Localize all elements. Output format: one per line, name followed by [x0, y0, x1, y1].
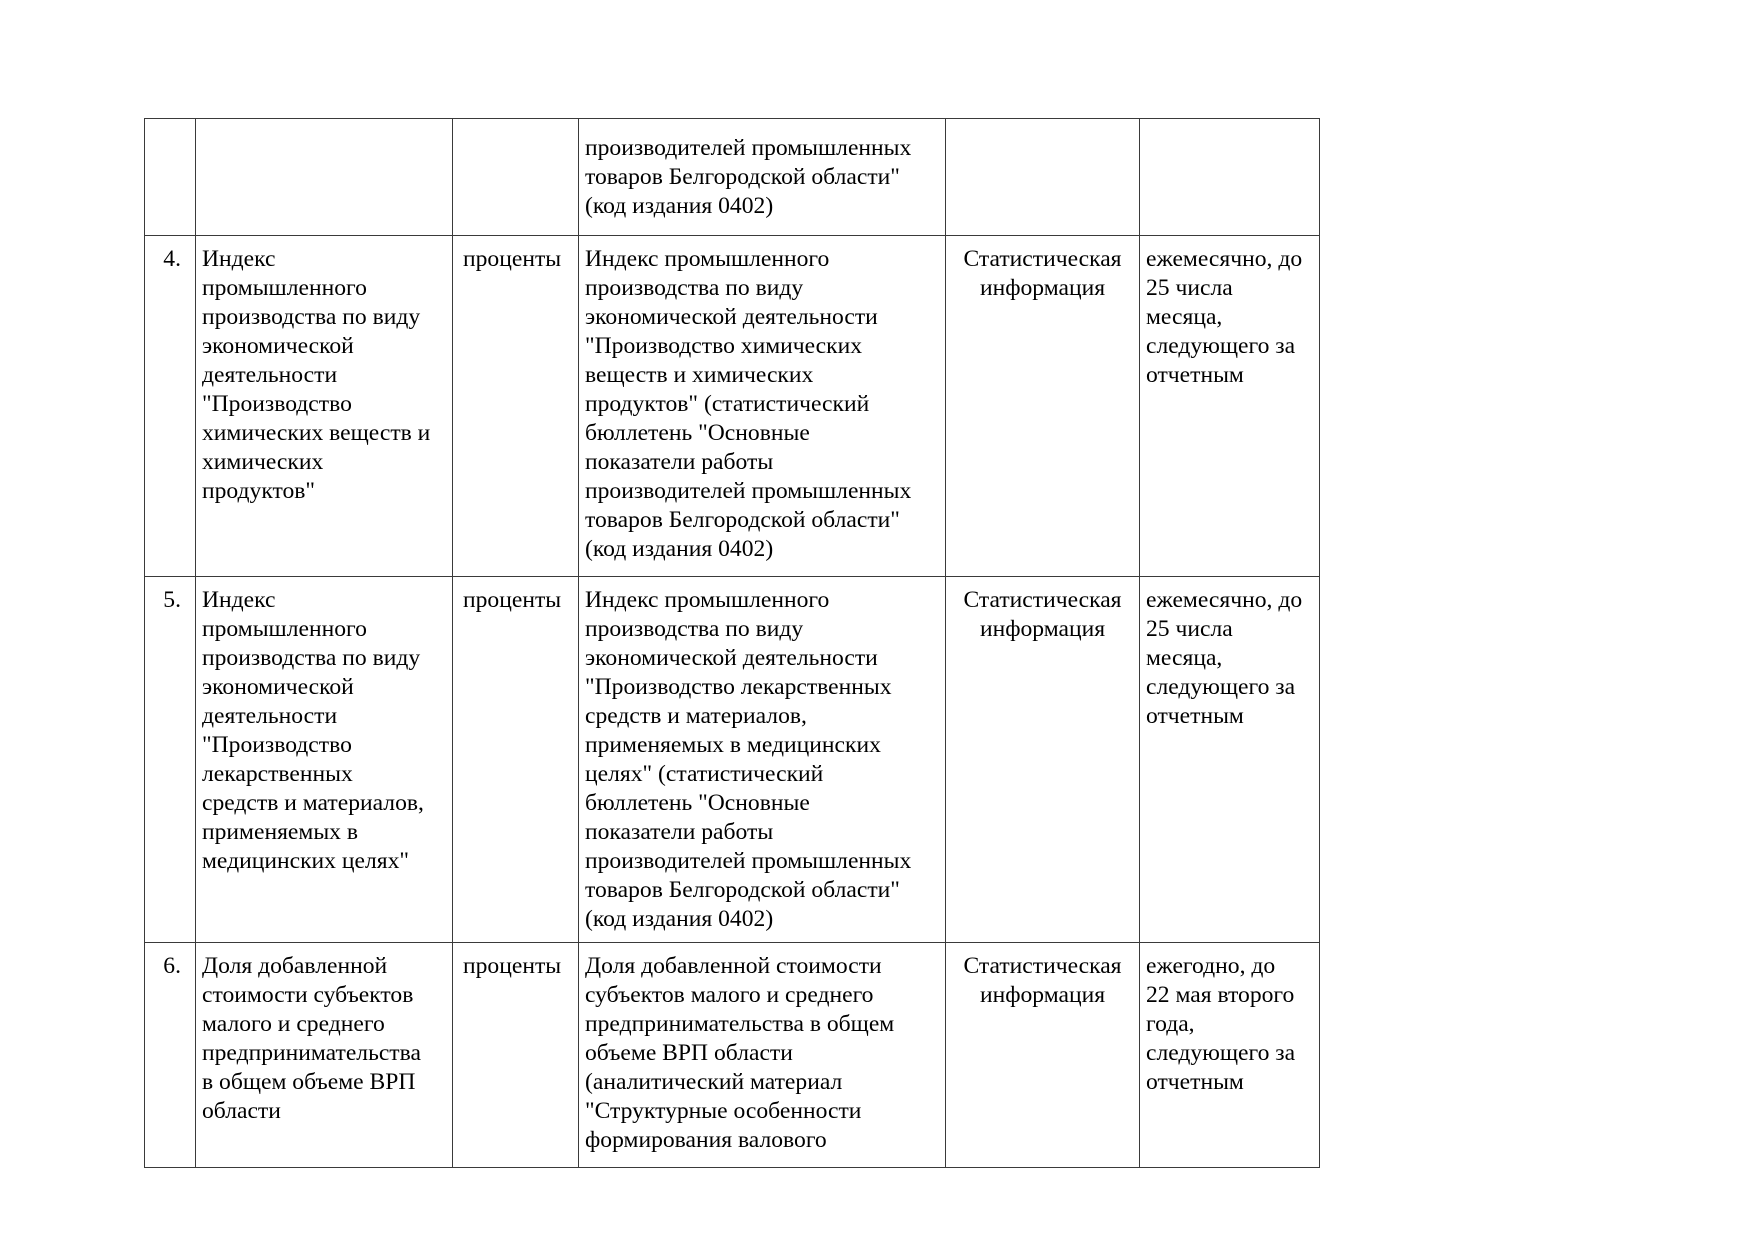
- table-row-4: [145, 236, 1320, 577]
- row-number-cell: 4.: [145, 236, 196, 577]
- period-cell: ежемесячно, до 25 числа месяца, следующего за отчетным: [1140, 236, 1320, 577]
- table-row-6: [145, 943, 1320, 1168]
- indicator-name-cell: Индекс промышленного производства по виду экономической деятельности "Производство лекарственных средств и материалов, применяемых в медицинских целях": [196, 577, 453, 943]
- source-cell: Статистическая информация: [946, 236, 1140, 577]
- table-row-5: [145, 577, 1320, 943]
- period-cell: [1140, 119, 1320, 236]
- indicator-name-cell: Индекс промышленного производства по виду экономической деятельности "Производство химических веществ и химических продуктов": [196, 236, 453, 577]
- method-cell: производителей промышленных товаров Белгородской области" (код издания 0402): [579, 119, 946, 236]
- period-cell: ежегодно, до 22 мая второго года, следующего за отчетным: [1140, 943, 1320, 1168]
- indicators-table: [144, 118, 1320, 1168]
- row-number-cell: 6.: [145, 943, 196, 1168]
- period-cell: ежемесячно, до 25 числа месяца, следующего за отчетным: [1140, 577, 1320, 943]
- method-cell: Индекс промышленного производства по виду экономической деятельности "Производство лекарственных средств и материалов, применяемых в медицинских целях" (статистический бюллетень "Основные показатели работы производителей промышленных товаров Белгородской области" (код издания 0402): [579, 577, 946, 943]
- method-cell: Индекс промышленного производства по виду экономической деятельности "Производство химических веществ и химических продуктов" (статистический бюллетень "Основные показатели работы производителей промышленных товаров Белгородской области" (код издания 0402): [579, 236, 946, 577]
- indicator-name-cell: [196, 119, 453, 236]
- source-cell: [946, 119, 1140, 236]
- unit-cell: [453, 119, 579, 236]
- row-number-cell: [145, 119, 196, 236]
- source-cell: Статистическая информация: [946, 943, 1140, 1168]
- method-cell: Доля добавленной стоимости субъектов малого и среднего предпринимательства в общем объеме ВРП области (аналитический материал "Структурные особенности формирования валового: [579, 943, 946, 1168]
- table-row-continuation: [145, 119, 1320, 236]
- unit-cell: проценты: [453, 943, 579, 1168]
- source-cell: Статистическая информация: [946, 577, 1140, 943]
- unit-cell: проценты: [453, 577, 579, 943]
- indicator-name-cell: Доля добавленной стоимости субъектов малого и среднего предпринимательства в общем объеме ВРП области: [196, 943, 453, 1168]
- unit-cell: проценты: [453, 236, 579, 577]
- row-number-cell: 5.: [145, 577, 196, 943]
